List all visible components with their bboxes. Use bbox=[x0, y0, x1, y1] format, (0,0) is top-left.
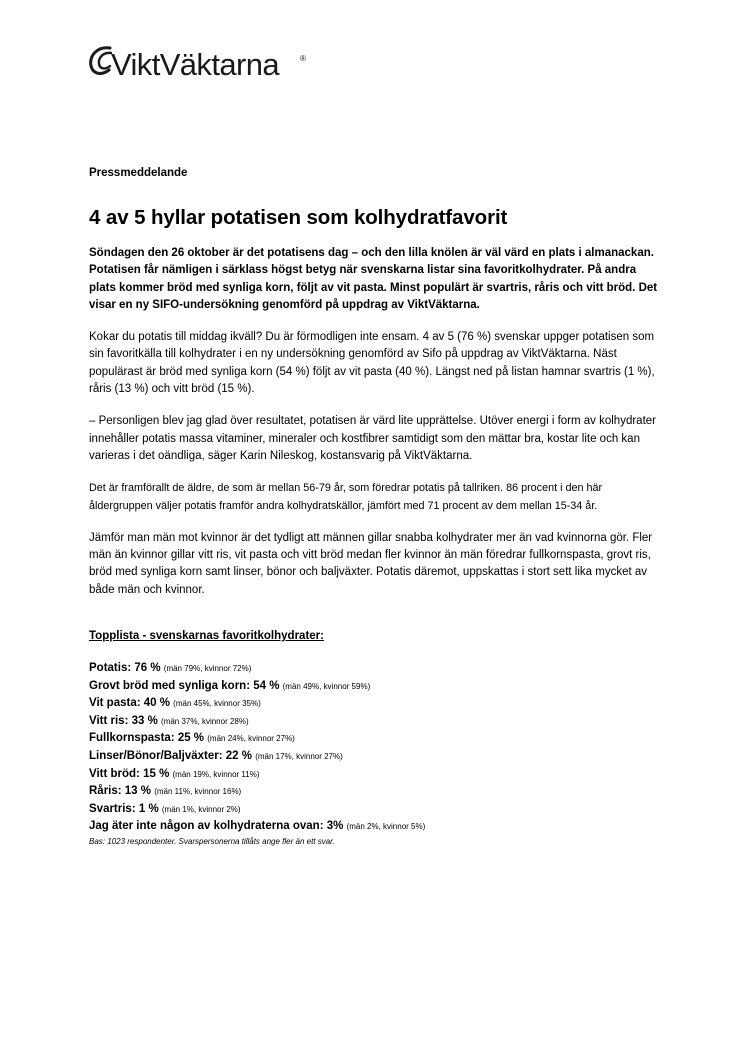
list-item bbox=[89, 695, 661, 713]
list-item-label: Vitt ris: 33 % bbox=[89, 714, 158, 727]
list-item bbox=[89, 783, 661, 801]
brand-logo bbox=[89, 44, 306, 84]
list-item-label: Linser/Bönor/Baljväxter: 22 % bbox=[89, 750, 252, 763]
registered-mark: ® bbox=[300, 54, 306, 63]
list-item-label: Fullkornspasta: 25 % bbox=[89, 732, 205, 745]
body-paragraph-1: Kokar du potatis till middag ikväll? Du är förmodligen inte ensam. 4 av 5 (76 %) svenskar uppger potatisen som sin favoritkälla till kolhydrater i en ny undersökning genomförd av Sifo på uppdrag av ViktVäktarna. Näst populärast är bröd med synliga korn (54 %) följt av vit pasta (40 %). Längst ned på listan hamnar svartris (1 %), råris (13 %) och vitt bröd (15 %). bbox=[89, 331, 655, 396]
list-item-note: (män 24%, kvinnor 27%) bbox=[207, 734, 295, 744]
list-item-label: Svartris: 1 % bbox=[89, 802, 159, 815]
list-item-note: (män 79%, kvinnor 72%) bbox=[163, 664, 252, 674]
list-item-note: (män 2%, kvinnor 5%) bbox=[346, 822, 426, 832]
list-item bbox=[89, 713, 661, 731]
document-label: Pressmeddelande bbox=[89, 167, 188, 179]
lead-paragraph: Söndagen den 26 oktober är det potatisens dag – och den lilla knölen är väl värd en plats i almanackan. Potatisen får nämligen i särklass högst betyg när svenskarna listar sina favoritkolhydrater. På andra plats kommer bröd med synliga korn, följt av vit pasta. Minst populärt är svartris, råris och vitt bröd. Det visar en ny SIFO-undersökning genomförd på uppdrag av ViktVäktarna. bbox=[89, 247, 658, 311]
list-item-note: (män 45%, kvinnor 35%) bbox=[173, 699, 261, 709]
list-item bbox=[89, 748, 661, 766]
list-item bbox=[89, 766, 661, 784]
list-item-note: (män 17%, kvinnor 27%) bbox=[255, 752, 343, 762]
list-item bbox=[89, 818, 661, 836]
list-item-note: (män 1%, kvinnor 2%) bbox=[161, 804, 241, 814]
list-item-label: Vit pasta: 40 % bbox=[89, 697, 170, 710]
body-paragraph-3: Det är framförallt de äldre, de som är mellan 56-79 år, som föredrar potatis på tallriken. 86 procent i den här åldergruppen väljer potatis framför andra kolhydratskällor, jämfört med 71 procent av dem mellan 15-34 år. bbox=[89, 482, 603, 512]
list-item-label: Jag äter inte någon av kolhydraterna ovan: 3% bbox=[89, 820, 344, 833]
list-item-note: (män 11%, kvinnor 16%) bbox=[154, 787, 242, 797]
list-item bbox=[89, 801, 661, 819]
body-paragraph-4: Jämför man män mot kvinnor är det tydligt att männen gillar snabba kolhydrater mer än vad kvinnorna gör. Fler män än kvinnor gillar vitt ris, vit pasta och vitt bröd medan fler kvinnor än män föredrar fullkornspasta, grovt ris, bröd med synliga korn samt linser, bönor och baljväxter. Potatis däremot, uppskattas i stort sett lika mycket av både män och kvinnor. bbox=[89, 531, 653, 596]
list-item-label: Grovt bröd med synliga korn: 54 % bbox=[89, 679, 280, 692]
list-item-note: (män 19%, kvinnor 11%) bbox=[172, 769, 260, 779]
footnote: Bas: 1023 respondenter. Svarspersonerna tillåts ange fler än ett svar. bbox=[89, 836, 335, 846]
list-item-note: (män 37%, kvinnor 28%) bbox=[161, 716, 249, 726]
brand-name: ViktVäktarna bbox=[111, 47, 279, 82]
list-item bbox=[89, 660, 661, 678]
list-item-label: Potatis: 76 % bbox=[89, 662, 161, 675]
press-release bbox=[89, 166, 661, 847]
list-item bbox=[89, 730, 661, 748]
favorites-list bbox=[89, 660, 661, 836]
page-title: 4 av 5 hyllar potatisen som kolhydratfavorit bbox=[89, 206, 508, 229]
list-item-label: Vitt bröd: 15 % bbox=[89, 767, 170, 780]
list-item bbox=[89, 678, 661, 696]
list-item-label: Råris: 13 % bbox=[89, 785, 152, 798]
body-paragraph-2: – Personligen blev jag glad över resultatet, potatisen är värd lite upprättelse. Utöver energi i form av kolhydrater innehåller potatis massa vitaminer, mineraler och kostfibrer samtidigt som den mättar bra, kostar lite och kan varieras i det oändliga, säger Karin Nileskog, kostansvarig på ViktVäktarna. bbox=[89, 415, 656, 462]
list-item-note: (män 49%, kvinnor 59%) bbox=[282, 681, 371, 691]
list-heading: Topplista - svenskarnas favoritkolhydrater: bbox=[89, 630, 324, 643]
